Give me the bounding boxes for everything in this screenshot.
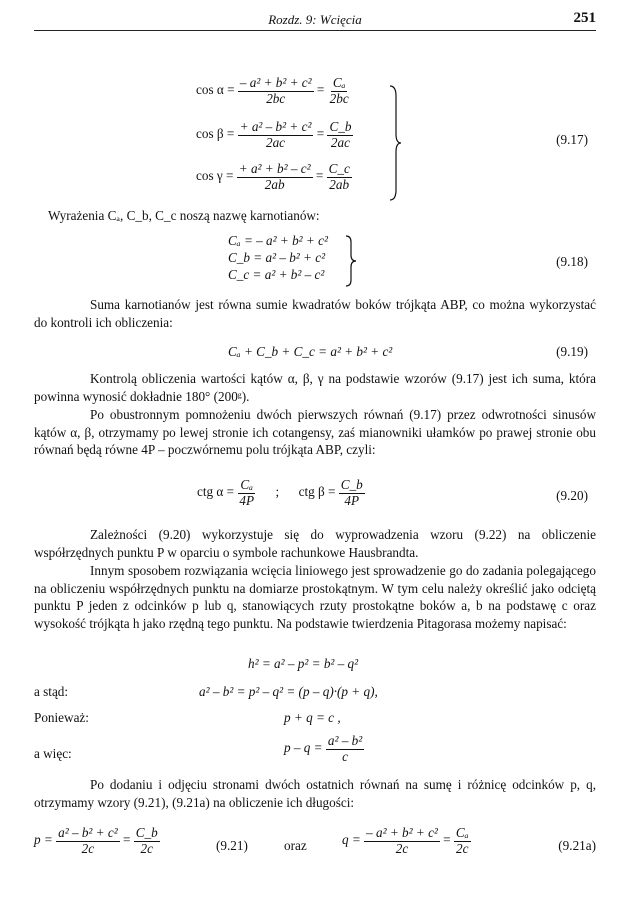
eq-918-line1: Cₐ = – a² + b² + c² bbox=[228, 233, 328, 248]
cos-alpha-lhs: cos α = bbox=[196, 82, 235, 98]
p-den: 2c bbox=[81, 840, 95, 856]
eq-pyth-4-num: a² – b² bbox=[327, 733, 363, 748]
label-919: (9.19) bbox=[556, 344, 588, 359]
p-c-den: 2c bbox=[140, 840, 153, 856]
eq-921a-q: q = $\frac{\text{– a² + b² + c²}}{2c}$ = $\frac{\text{Cₐ}}{2c}$ bbox=[342, 825, 469, 856]
para-suma: Suma karnotianów jest równa sumie kwadratów boków trójkąta ABP, co można wykorzystać do kontroli ich obliczenia: bbox=[34, 297, 596, 330]
right-brace-917 bbox=[388, 84, 402, 202]
eq-918-line2: C_b = a² – b² + c² bbox=[228, 250, 326, 265]
eq-918-block bbox=[228, 232, 328, 283]
p-lhs: p = bbox=[34, 832, 53, 848]
page-number: 251 bbox=[573, 10, 596, 26]
cos-beta-den: 2ac bbox=[265, 134, 286, 150]
ctg-beta-den: 4P bbox=[344, 492, 360, 508]
ctg-beta-num: C_b bbox=[340, 477, 363, 492]
eq-pyth-4-den: c bbox=[342, 748, 348, 764]
cos-alpha-c-den: 2bc bbox=[329, 90, 349, 106]
q-den: 2c bbox=[395, 840, 409, 856]
cos-alpha-num: – a² + b² + c² bbox=[239, 75, 312, 90]
eq-921-p: p = $\frac{\text{a² – b² + c²}}{2c}$ = $\frac{C\_b}{2c}$ bbox=[34, 825, 158, 856]
label-poniewaz: Ponieważ: bbox=[34, 710, 89, 725]
right-brace-918 bbox=[344, 234, 358, 288]
label-921: (9.21) bbox=[216, 838, 248, 853]
word-oraz: oraz bbox=[284, 838, 307, 853]
label-917: (9.17) bbox=[556, 132, 588, 147]
cos-gamma-c-num: C_c bbox=[328, 161, 350, 176]
eq-cos-beta: cos β = $\frac{\text{+ a² – b² + c²}}{2ac}$ = $\frac{C\_b}{2ac}$ bbox=[196, 119, 352, 150]
q-c-den: 2c bbox=[456, 840, 469, 856]
eq-pyth-4 bbox=[284, 734, 364, 764]
cos-beta-num: + a² – b² + c² bbox=[239, 119, 312, 134]
eq-cos-alpha: cos α = $\frac{\text{– a² + b² + c²}}{2bc}$ = $\frac{\text{Cₐ}}{2bc}$ bbox=[196, 75, 349, 106]
p-c-num: C_b bbox=[135, 825, 158, 840]
eq-pyth-2: a² – b² = p² – q² = (p – q)·(p + q), bbox=[199, 684, 378, 699]
chapter-title: Rozdz. 9: Wcięcia bbox=[268, 12, 362, 27]
cos-alpha-c-num: Cₐ bbox=[332, 75, 346, 90]
label-a-stad: a stąd: bbox=[34, 684, 69, 699]
eq-pyth-1: h² = a² – p² = b² – q² bbox=[248, 656, 359, 671]
cos-gamma-num: + a² + b² – c² bbox=[238, 161, 311, 176]
label-918: (9.18) bbox=[556, 254, 588, 269]
cos-beta-c-num: C_b bbox=[329, 119, 352, 134]
cos-gamma-lhs: cos γ = bbox=[196, 168, 234, 184]
running-header bbox=[34, 10, 596, 31]
q-lhs: q = bbox=[342, 832, 361, 848]
eq-918-line3: C_c = a² + b² – c² bbox=[228, 267, 325, 282]
cos-alpha-den: 2bc bbox=[266, 90, 286, 106]
para-control: Kontrolą obliczenia wartości kątów α, β, γ na podstawie wzorów (9.17) jest ich suma, która powinna wynosić dokładnie 180° (200ᵍ). bbox=[34, 371, 596, 404]
eq-920-sep: ; bbox=[275, 484, 280, 500]
q-c-num: Cₐ bbox=[455, 825, 469, 840]
para-dependencies: Zależności (9.20) wykorzystuje się do wyprowadzenia wzoru (9.22) na obliczenie współrzędnych punktu P w oparciu o symbole rachunkowe Hausbrandta. bbox=[34, 527, 596, 560]
label-921a: (9.21a) bbox=[558, 838, 596, 853]
para-after: Po obustronnym pomnożeniu dwóch pierwszych równań (9.17) przez odwrotności sinusów kątów α, β, otrzymamy po lewej stronie ich cotangensy, zaś mianowniki ułamków po prawej stronie obu równań będą równe 4P – poczwórnemu polu trójkąta ABP, czyli: bbox=[34, 407, 596, 458]
q-num: – a² + b² + c² bbox=[366, 825, 438, 840]
karnot-intro: Wyrażenia Cₐ, C_b, C_c noszą nazwę karnotianów: bbox=[48, 208, 320, 223]
label-920: (9.20) bbox=[556, 488, 588, 503]
ctg-alpha-den: 4P bbox=[239, 492, 255, 508]
cos-beta-lhs: cos β = bbox=[196, 126, 235, 142]
para-other-method: Innym sposobem rozwiązania wcięcia liniowego jest sprowadzenie go do zadania polegającego na obliczeniu współrzędnych punktu na domiarze prostokątnym. W tym celu należy określić jako odciętą punktu P jeden z odcinków p lub q, stanowiących rzuty prostokątne boków a, b na podstawę c oraz wysokość trójkąta h jako rzędną tego punktu. Na podstawie twierdzenia Pitagorasa możemy napisać: bbox=[34, 563, 596, 631]
ctg-alpha-num: Cₐ bbox=[240, 477, 254, 492]
cos-gamma-c-den: 2ab bbox=[329, 176, 350, 192]
para-final: Po dodaniu i odjęciu stronami dwóch ostatnich równań na sumę i różnicę odcinków p, q, otrzymamy wzory (9.21), (9.21a) na obliczenie ich długości: bbox=[34, 777, 596, 810]
eq-919: Cₐ + C_b + C_c = a² + b² + c² bbox=[228, 344, 393, 359]
label-a-wiec: a więc: bbox=[34, 746, 72, 761]
eq-pyth-4-lhs: p – q = bbox=[284, 740, 323, 756]
cos-beta-c-den: 2ac bbox=[330, 134, 350, 150]
eq-920 bbox=[197, 478, 365, 508]
cos-gamma-den: 2ab bbox=[264, 176, 285, 192]
ctg-alpha-lhs: ctg α = bbox=[197, 484, 235, 500]
eq-pyth-3: p + q = c , bbox=[284, 710, 341, 725]
ctg-beta-lhs: ctg β = bbox=[298, 484, 336, 500]
eq-cos-gamma: cos γ = $\frac{\text{+ a² + b² – c²}}{2ab}$ = $\frac{C\_c}{2ab}$ bbox=[196, 161, 350, 192]
p-num: a² – b² + c² bbox=[58, 825, 118, 840]
